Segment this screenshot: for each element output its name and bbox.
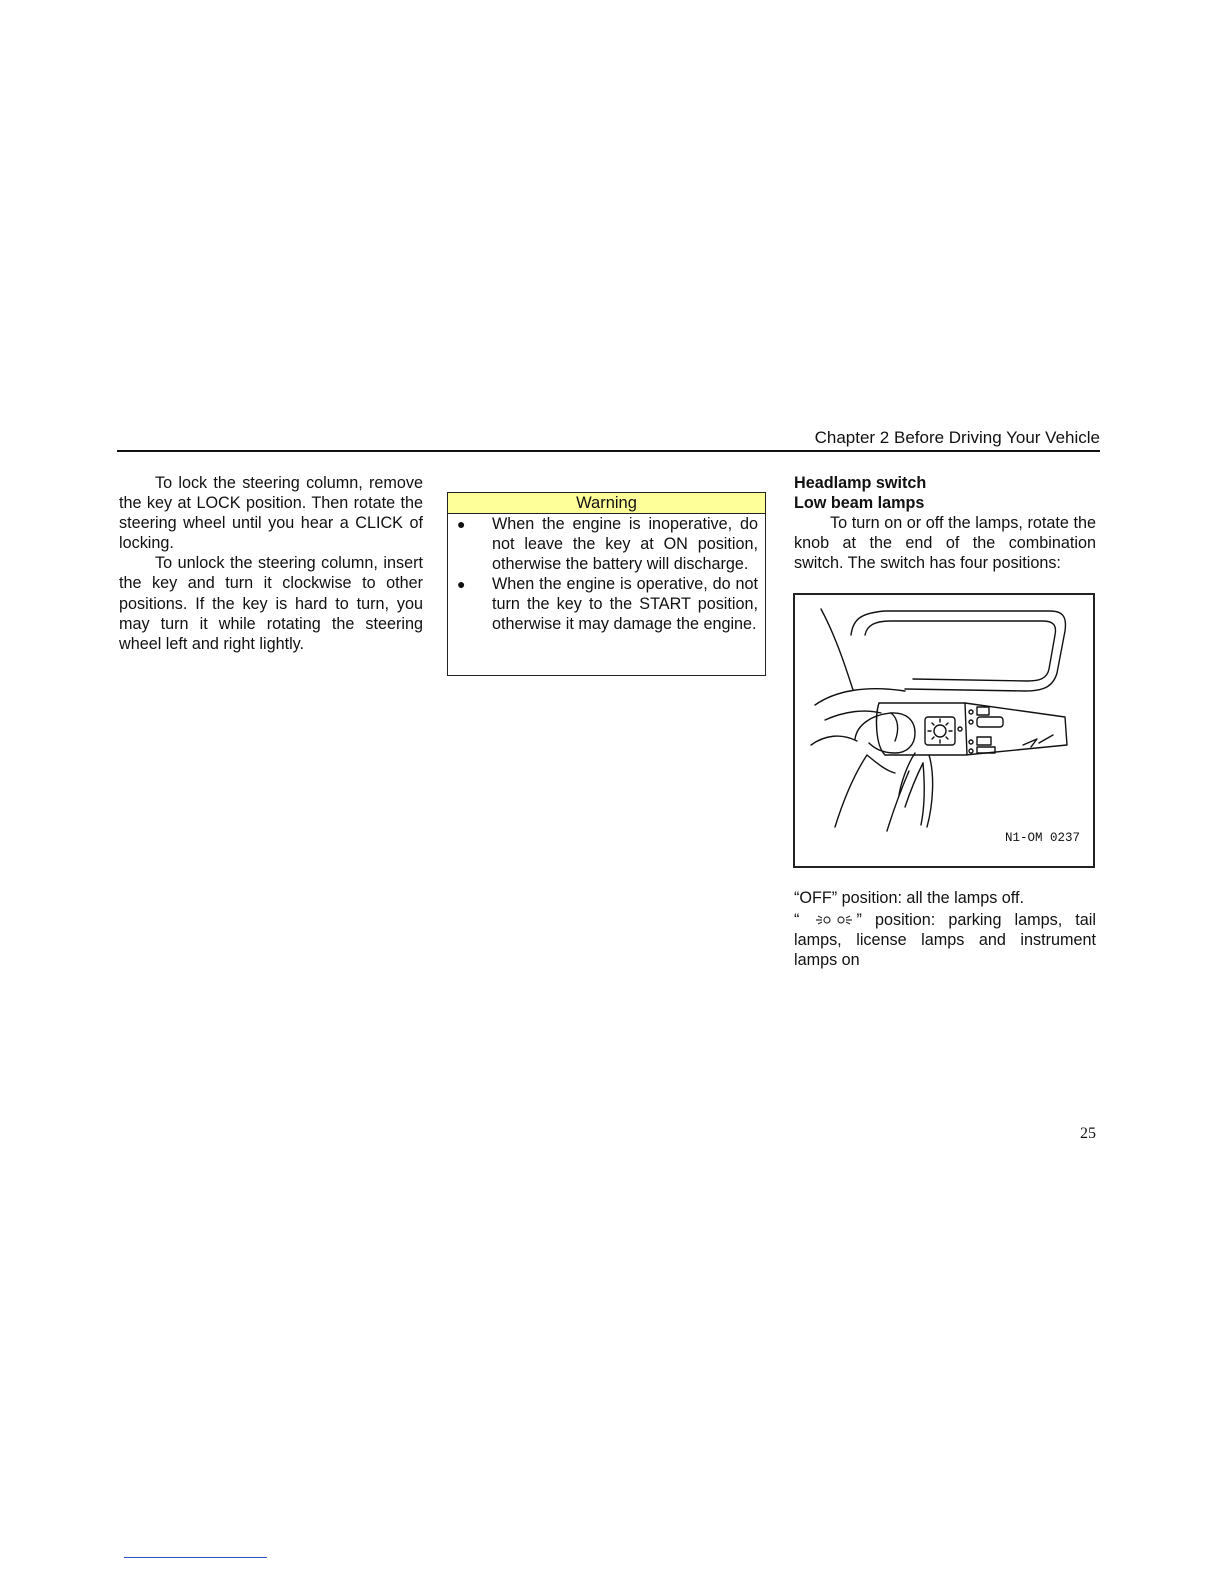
off-position-text [794,888,1096,908]
bullet-icon: ● [457,576,466,593]
unlock-paragraph: To unlock the steering column, insert the key and turn it clockwise to other positions. If the key is hard to turn, you may turn it while rotating the steering wheel left and right lightly. [119,554,423,653]
section-heading: Headlamp switch [794,474,927,492]
section-subheading: Low beam lamps [794,494,925,513]
headlamp-switch-illustration [795,595,1093,866]
parking-position-text [794,910,1096,970]
warning-item-text: When the engine is operative, do not turn the key to the START position, otherwise it may damage the engine. [492,575,758,634]
parking-position-paragraph [794,910,1096,970]
intro-paragraph: To turn on or off the lamps, rotate the knob at the end of the combination switch. The switch has four positions: [794,514,1096,573]
header-rule [117,450,1100,452]
off-position-paragraph: “OFF” position: all the lamps off. [794,889,1025,907]
warning-title: Warning [448,493,765,514]
lock-paragraph: To lock the steering column, remove the key at LOCK position. Then rotate the steering wheel until you hear a CLICK of locking. [119,474,423,553]
parking-position-description: ” position: parking lamps, tail lamps, license lamps and instrument lamps on [794,911,1096,970]
left-column [119,473,423,654]
figure-code: N1-OM 0237 [1004,831,1080,845]
warning-item [448,574,765,634]
warning-box [447,492,766,676]
footer-rule [124,1557,267,1558]
bullet-icon: ● [457,516,466,532]
warning-item [448,514,765,574]
warning-item-text: When the engine is inoperative, do not leave the key at ON position, otherwise the battery will discharge. [492,515,758,574]
right-column [794,473,1096,573]
parking-lamp-icon [812,913,856,927]
headlamp-switch-figure [793,593,1095,868]
warning-list [448,514,765,635]
open-quote: “ [794,911,800,929]
chapter-header: Chapter 2 Before Driving Your Vehicle [814,428,1100,447]
page-number: 25 [1080,1125,1096,1142]
